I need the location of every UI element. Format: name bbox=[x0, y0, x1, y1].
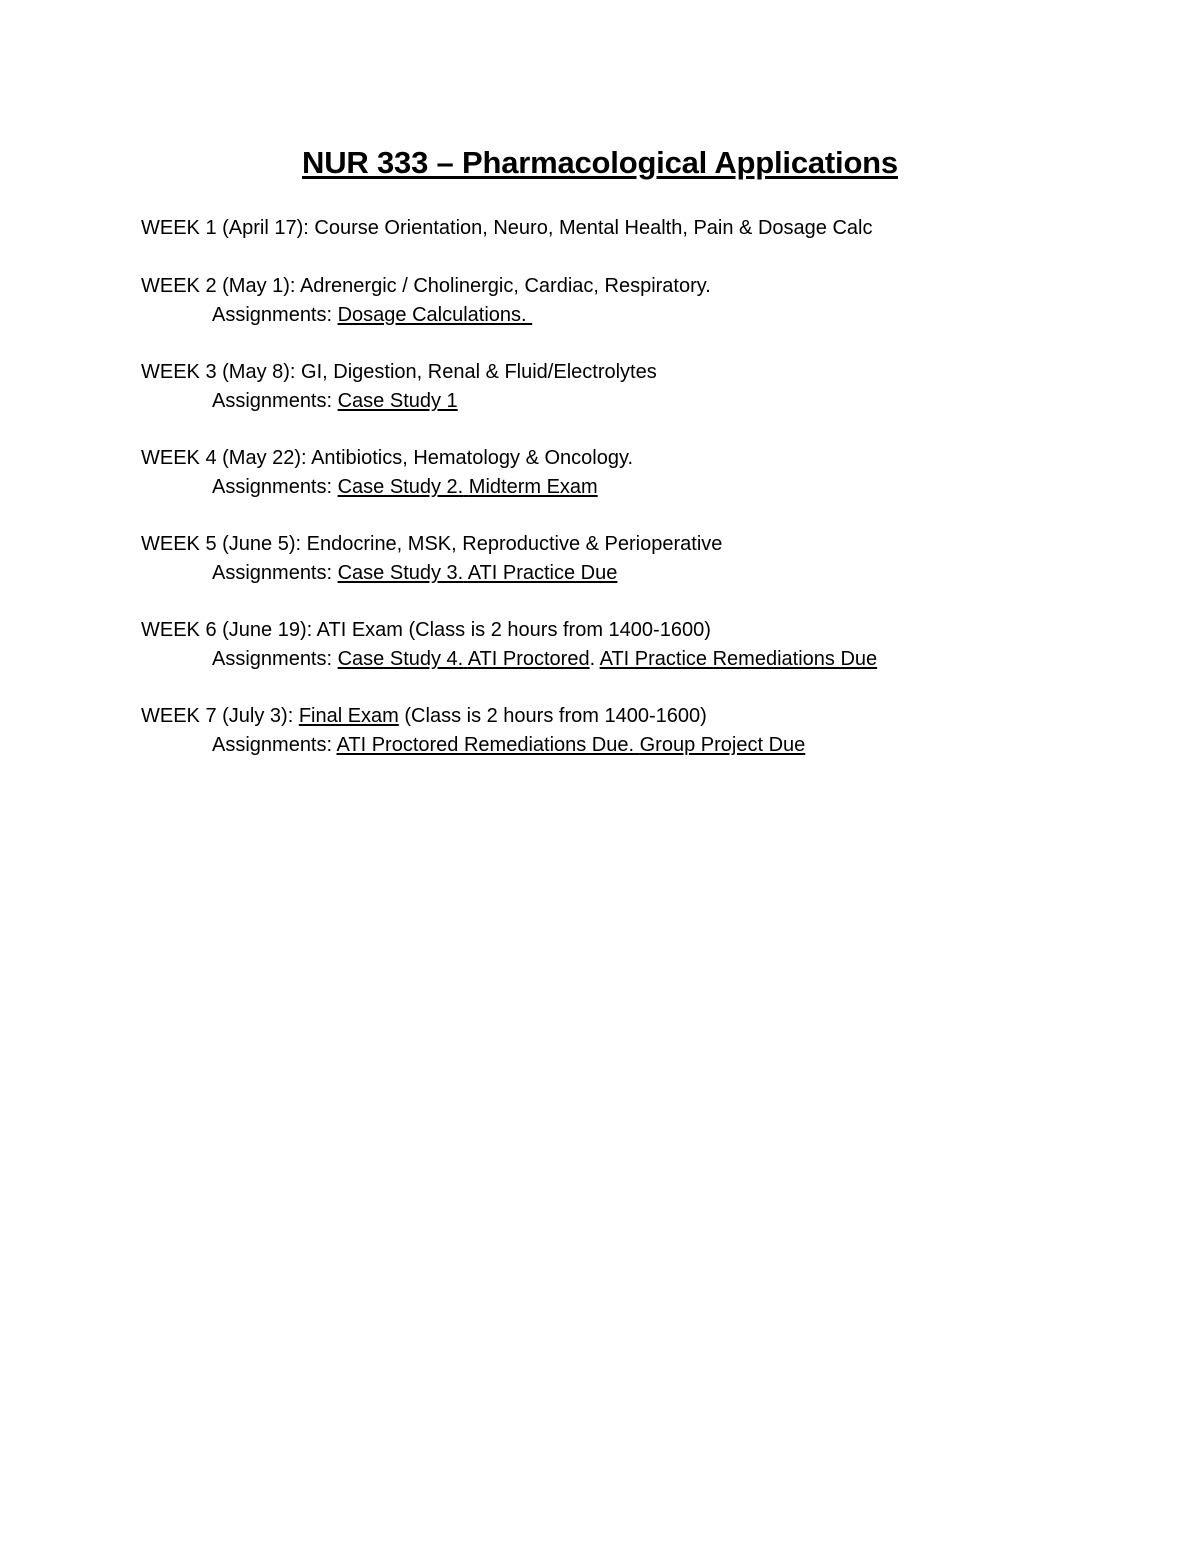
week-5-line bbox=[141, 530, 1141, 559]
week-7-label: WEEK 7 (July 3): bbox=[141, 705, 299, 727]
week-6-topics: ATI Exam (Class is 2 hours from 1400-1600) bbox=[316, 619, 711, 641]
assignments-label: Assignments: bbox=[212, 390, 338, 412]
assignments-label: Assignments: bbox=[212, 562, 338, 584]
week-6-assignment-1: Case Study 4. bbox=[337, 648, 464, 670]
week-7-line bbox=[141, 702, 1141, 731]
week-4-assignments bbox=[141, 473, 1141, 502]
week-3-assignment-1: Case Study 1 bbox=[337, 390, 458, 412]
week-1-label: WEEK 1 (April 17): bbox=[141, 217, 315, 239]
week-4-line bbox=[141, 444, 1141, 473]
week-5-topics: Endocrine, MSK, Reproductive & Perioperative bbox=[306, 533, 723, 555]
week-4-topics: Antibiotics, Hematology & Oncology. bbox=[311, 447, 634, 469]
week-6-line bbox=[141, 616, 1141, 645]
week-3-label: WEEK 3 (May 8): bbox=[141, 361, 302, 383]
week-4-assignment-2: Midterm Exam bbox=[468, 476, 598, 498]
week-2-entry bbox=[141, 272, 1141, 330]
assignments-label: Assignments: bbox=[212, 734, 337, 756]
week-7-entry bbox=[141, 702, 1141, 760]
week-2-label: WEEK 2 (May 1): bbox=[141, 275, 300, 297]
week-4-entry bbox=[141, 444, 1141, 502]
page-title: NUR 333 – Pharmacological Applications bbox=[302, 145, 898, 180]
week-1-topics: Course Orientation, Neuro, Mental Health, Pain & Dosage Calc bbox=[314, 217, 873, 239]
week-7-topics: (Class is 2 hours from 1400-1600) bbox=[398, 705, 707, 727]
week-3-topics: GI, Digestion, Renal & Fluid/Electrolytes bbox=[301, 361, 657, 383]
week-5-label: WEEK 5 (June 5): bbox=[141, 533, 307, 555]
week-2-line bbox=[141, 272, 1141, 301]
week-6-assignment-3: ATI Practice Remediations Due bbox=[599, 648, 878, 670]
week-2-topics: Adrenergic / Cholinergic, Cardiac, Respiratory. bbox=[299, 275, 711, 297]
week-5-assignments bbox=[141, 559, 1141, 588]
week-2-assignments bbox=[141, 301, 1141, 330]
assignments-label: Assignments: bbox=[212, 304, 338, 326]
week-5-assignment-2: ATI Practice Due bbox=[467, 562, 618, 584]
week-6-assignment-2: ATI Proctored bbox=[467, 648, 590, 670]
week-7-assignment-2: Group Project Due bbox=[639, 734, 806, 756]
week-6-assignments: Assignments: Case Study 4. ATI Proctored. ATI Practice Remediations Due bbox=[212, 648, 878, 670]
week-1-line bbox=[141, 214, 1141, 243]
week-2-assignment-1: Dosage Calculations. bbox=[337, 304, 533, 326]
week-4-label: WEEK 4 (May 22): bbox=[141, 447, 312, 469]
week-1-entry bbox=[141, 214, 1141, 243]
week-7-assignments bbox=[141, 731, 1141, 760]
assignments-label: Assignments: bbox=[212, 648, 338, 670]
week-5-assignment-1: Case Study 3. bbox=[337, 562, 464, 584]
week-3-line bbox=[141, 358, 1141, 387]
assignments-label: Assignments: bbox=[212, 476, 338, 498]
week-3-assignments bbox=[141, 387, 1141, 416]
week-6-entry bbox=[141, 616, 1141, 674]
week-6-label: WEEK 6 (June 19): bbox=[141, 619, 317, 641]
week-7-final-exam: Final Exam bbox=[298, 705, 399, 727]
week-7-assignment-1: ATI Proctored Remediations Due. bbox=[336, 734, 635, 756]
week-4-assignment-1: Case Study 2. bbox=[337, 476, 464, 498]
week-5-entry bbox=[141, 530, 1141, 588]
week-3-entry bbox=[141, 358, 1141, 416]
